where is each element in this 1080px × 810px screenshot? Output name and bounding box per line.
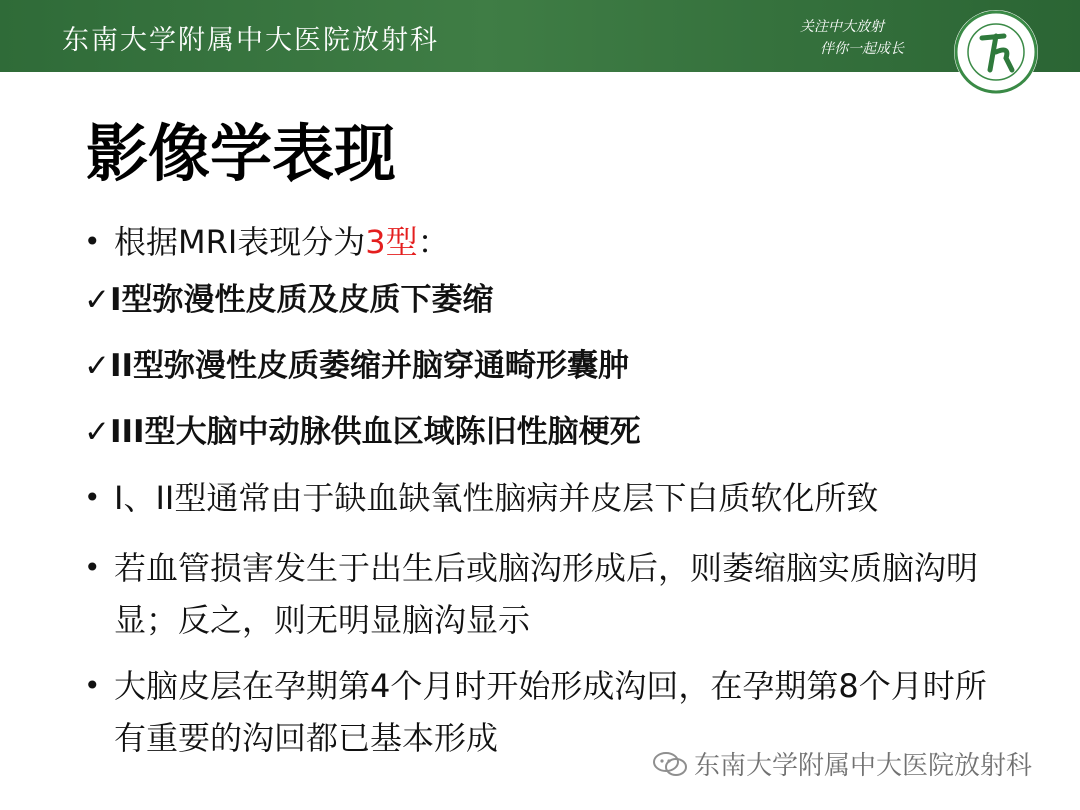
slogan-line-1: 关注中大放射 [800,19,884,35]
slogan-line-2: 伴你一起成长 [820,41,904,57]
bullet-dot: • [84,481,101,514]
type-item-3: ✓III型大脑中动脉供血区域陈旧性脑梗死 [84,414,641,450]
watermark-text: 东南大学附属中大医院放射科 [694,751,1033,781]
bullet-dot: • [84,669,101,702]
bullet-item-1 [84,476,1004,520]
intro-prefix: 根据MRI表现分为 [114,223,366,261]
intro-suffix: ： [417,223,450,261]
header-bar [0,0,1080,72]
bullet-dot: • [84,225,101,258]
slogan [800,16,904,60]
bullet-text-3: 大脑皮层在孕期第4个月时开始形成沟回，在孕期第8个月时所有重要的沟回都已基本形成 [114,667,987,757]
hospital-logo [952,8,1040,96]
wechat-watermark [652,745,1032,782]
slide-content [84,220,1004,764]
bullet-text-2: 若血管损害发生于出生后或脑沟形成后，则萎缩脑实质脑沟明显；反之，则无明显脑沟显示 [114,549,979,639]
type-item-2: ✓II型弥漫性皮质萎缩并脑穿通畸形囊肿 [84,348,630,384]
type-item-1: ✓I型弥漫性皮质及皮质下萎缩 [84,282,494,318]
slide-title: 影像学表现 [86,117,397,190]
bullet-item-2 [84,542,1004,646]
intro-highlight: 3型 [365,223,418,261]
wechat-icon [652,750,688,778]
intro-bullet [84,220,1004,264]
department-title: 东南大学附属中大医院放射科 [62,25,439,56]
bullet-dot: • [84,551,101,584]
bullet-text-1: I、II型通常由于缺血缺氧性脑病并皮层下白质软化所致 [114,479,879,517]
